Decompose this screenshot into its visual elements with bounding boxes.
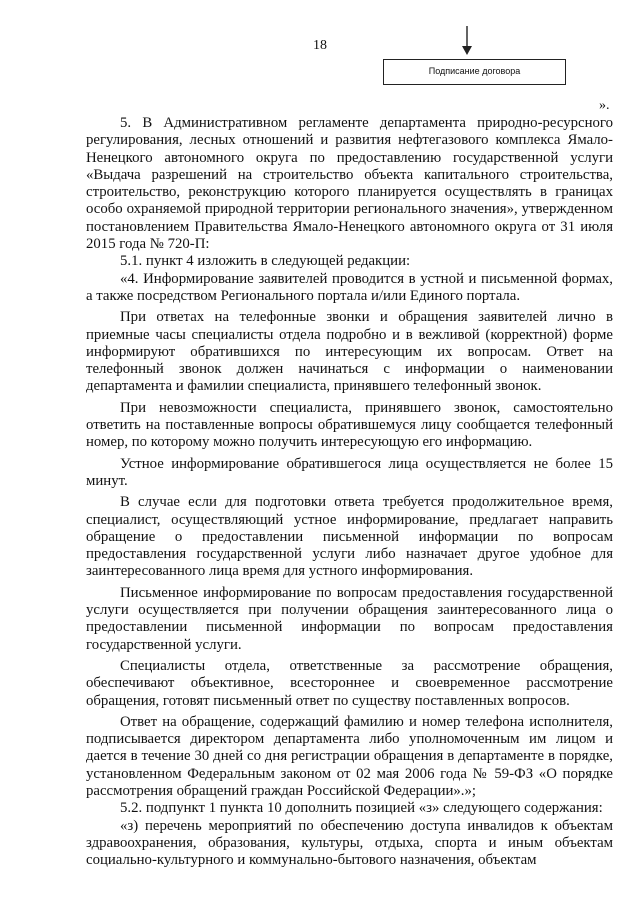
paragraph: «4. Информирование заявителей проводится в устной и письменной формах, а также посредством Регионального портала и/или Единого портала. bbox=[86, 270, 613, 304]
flow-arrow-icon bbox=[460, 26, 474, 56]
paragraph: 5.1. пункт 4 изложить в следующей редакции: bbox=[120, 253, 411, 270]
paragraph: При невозможности специалиста, принявшего звонок, самостоятельно ответить на поставленные вопросы обратившемуся лицу сообщается телефонный номер, по которому можно получить интересующую его информацию. bbox=[86, 399, 613, 451]
paragraph: Ответ на обращение, содержащий фамилию и номер телефона исполнителя, подписывается директором департамента либо уполномоченным им лицом и дается в течение 30 дней со дня регистрации обращения в департаменте в порядке, установленном Федеральным законом от 02 мая 2006 года № 59-ФЗ «О порядке рассмотрения обращений граждан Российской Федерации».»; bbox=[86, 713, 613, 799]
closing-mark: ». bbox=[599, 98, 610, 113]
flowchart-box: Подписание договора bbox=[383, 59, 566, 85]
paragraph: «з) перечень мероприятий по обеспечению доступа инвалидов к объектам здравоохранения, образования, культуры, отдыха, спорта и иным объектам социально-культурного и коммунально-бытового назначения, объектам bbox=[86, 817, 613, 869]
page-number: 18 bbox=[313, 38, 327, 53]
paragraph: В случае если для подготовки ответа требуется продолжительное время, специалист, осуществляющий устное информирование, предлагает направить обращение о предоставлении письменной информации по вопросам предоставления государственной услуги либо назначает другое удобное для заинтересованного лица время для устного информирования. bbox=[86, 494, 613, 580]
paragraph: Письменное информирование по вопросам предоставления государственной услуги осуществляется при получении обращения заинтересованного лица о предоставлении письменной информации по вопросам предоставления государственной услуги. bbox=[86, 584, 613, 653]
paragraph: 5. В Административном регламенте департамента природно-ресурсного регулирования, лесных отношений и развития нефтегазового комплекса Ямало-Ненецкого автономного округа по предоставлению государственной услуги «Выдача разрешений на строительство объекта капитального строительства, строительство, реконструкцию которого планируется осуществлять в границах особо охраняемой природной территории регионального значения», утвержденном постановлением Правительства Ямало-Ненецкого автономного округа от 31 июля 2015 года № 720-П: bbox=[86, 115, 613, 253]
paragraph: 5.2. подпункт 1 пункта 10 дополнить позицией «з» следующего содержания: bbox=[120, 800, 603, 817]
paragraph: При ответах на телефонные звонки и обращения заявителей лично в приемные часы специалисты отдела подробно и в вежливой (корректной) форме информируют обратившихся по интересующим их вопросам. Ответ на телефонный звонок должен начинаться с информации о наименовании департамента и фамилии специалиста, принявшего телефонный звонок. bbox=[86, 309, 613, 395]
paragraph: Специалисты отдела, ответственные за рассмотрение обращения, обеспечивают объективное, всестороннее и своевременное рассмотрение обращения, готовят письменный ответ по существу поставленных вопросов. bbox=[86, 657, 613, 709]
paragraph: Устное информирование обратившегося лица осуществляется не более 15 минут. bbox=[86, 455, 613, 489]
document-body bbox=[86, 115, 613, 869]
